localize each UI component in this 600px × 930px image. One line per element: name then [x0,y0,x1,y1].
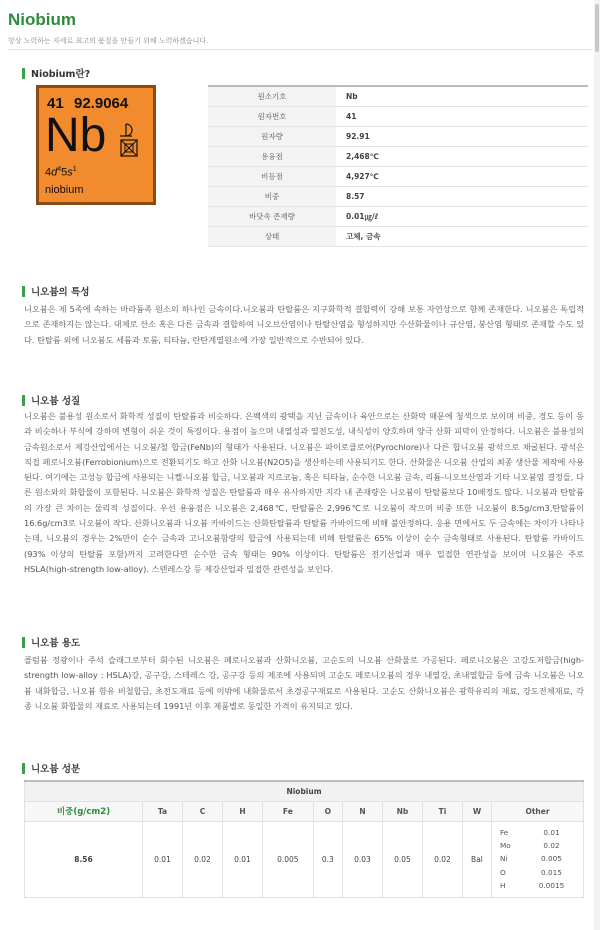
other-value: 0.005 [541,854,562,864]
property-key: 상태 [208,226,336,246]
other-value: 0.0015 [538,880,565,890]
other-value: 0.01 [543,827,560,837]
composition-column-header: W [462,801,491,821]
property-key: 비중 [208,186,336,206]
section-heading-text: 니오븀의 특성 [31,287,90,298]
composition-group-header: Niobium [25,781,584,801]
property-row [208,166,588,186]
heading-bar-icon [22,68,25,79]
characteristics-paragraph: 니오븀은 제 5족에 속하는 바라듐족 원소의 하나인 금속이다.니오븀과 탄탈륨은 지구화학적 결합력이 강해 보통 자연상으로 함께 존재한다. 니오븀은 독립적으로 존재하지는 않는다. 대체로 산소 혹은 다른 금속과 결합하여 니오브산염이나 탄탈산염을 형성하지만 수산화물이나 규산염, 붕산염 형태로 존재할 수도 있다. 탄탈륨 외에 니오븀도 세륨과 토륨, 티타늄, 란탄계열원소에 가장 일반적으로 수반되어 있다. [24,304,584,345]
title-divider [8,49,592,50]
other-value: 0.015 [541,867,562,877]
uses-paragraph: 콜럼븀 정광이나 주석 슬래그로부터 회수된 니오븀은 페로니오븀과 산화니오븀, 고순도의 니오븀 산화물로 가공된다. 페로니오븀은 고강도저합금(high-strength low-alloy : HSLA)강, 공구강, 스테레스 강, 공구강 등의 제조에 사용되며 고순도 페로니오븀의 경우 내열강, 초내열합금 등에 금속 니오븀은 니오븀 내화합금, 니오븀 함유 비철합금, 초전도재료 등에 이밖에 내화물로서 초경공구재료로 사용된다. 고순도 산화니오븀은 광학유리의 재료, 강도전체재료, 각종 니오븀 화합물의 재료로 사용되는데 1991년 이후 제품별로 동일한 가격이 유지되고 있다. [24,655,584,711]
composition-column-header: H [222,801,262,821]
property-row [208,106,588,126]
other-value: 0.02 [543,841,560,851]
composition-column-header: Fe [262,801,313,821]
property-key: 용융점 [208,146,336,166]
other-element: Fe [500,827,509,837]
property-value: 8.57 [336,186,588,206]
property-value: 4,927℃ [336,166,588,186]
property-row [208,126,588,146]
heading-bar-icon [22,395,25,406]
other-element: Ni [500,854,508,864]
section-heading-text: 니오븀 성질 [31,396,81,407]
property-value: 92.91 [336,126,588,146]
composition-cell: 0.03 [342,821,382,897]
property-value: Nb [336,86,588,106]
section-heading-uses [22,635,80,649]
property-key: 비등점 [208,166,336,186]
composition-cell: 0.05 [382,821,422,897]
composition-cell: Bal [462,821,491,897]
property-row [208,186,588,206]
section-heading-properties [22,393,80,407]
property-value: 41 [336,106,588,126]
composition-column-header: N [342,801,382,821]
composition-table [24,780,584,898]
property-key: 원자량 [208,126,336,146]
property-key: 원자번호 [208,106,336,126]
composition-column-header: Nb [382,801,422,821]
element-name: niobium [45,184,84,196]
section-heading-text: Niobium란? [31,69,91,80]
composition-cell: 0.02 [182,821,222,897]
section-heading-text: 니오븀 성분 [31,764,81,775]
section-heading-text: 니오븀 용도 [31,638,81,649]
composition-cell: 0.005 [262,821,313,897]
properties-paragraph: 니오븀은 불용성 원소로서 화학적 성질이 탄탈륨과 비슷하다. 은백색의 광택을 지닌 금속이나 육안으로는 산화막 때문에 청색으로 보이며 비중, 경도 등이 동과 비슷하나 부식에 강하며 변형이 쉬운 것이 특징이다. 용점이 높으며 내열성과 열전도성, 내식성이 양호하며 양극 산화 피막이 안정하다. 니오븀은 불용성의 금속원소로서 제강산업에서는 니오븀/철 합금(FeNb)의 형태가 사용된다. 니오븀은 파이로클로어(Pyrochlore)나 다른 합니오븀 광석으로 채굴된다. 광석은 직접 페로니오븀(Ferrobionium)으로 전환되기도 하고 산화 니오븀(N2O5)을 생산하는데 사용되기도 한다. 산화물은 니오븀 산업의 최종 생산물 제작에 사용된다. 여기에는 고성능 합금에 사용되는 니켈-니오븀 합금, 니오븀과 지르코늄, 혹은 티타늄, 순수한 니오븀 금속, 리튬-니오브산염과 기타 니오븀염 결정들, 다른 원소와의 화합물이 포함된다. 니오븀은 화학적 성질은 탄탈륨과 매우 유사하지만 지각 내 존재량은 니오븀이 탄탈륨보다 10배정도 많다. 니오븀과 탄탈륨의 가장 큰 차이는 물리적 성질이다. 우선 용융점은 니오븀은 2,468℃, 탄탈륨은 2,996℃로 니오븀이 작으며 비중 또한 니오븀이 8.5g/cm3,탄탈륨이 16.6g/cm3로 니오븀이 작다. 산화니오븀과 니오븀 카바이드는 산화탄탈륨과 탄탈륨 카바이드에 비해 불안정하다. 응용 면에서도 두 금속에는 차이가 나타나는데, 니오븀의 경우는 2%만이 순수 금속과 고니오븀함량의 합금에 사용되는데 비해 탄탈륨은 65% 이상이 순수 금속형태로 사용된다. 탄탈륨 카바이드(93% 이상의 탄탈륨 포함)까지 고려한다면 순수한 금속 형태는 90% 이상이다. 탄탈륨은 전기산업과 매우 밀접한 연관성을 보이며 니오븀은 주로 HSLA(high-strength low-alloy). 스텐레스강 등 제강산업과 밀접한 관련성을 보인다. [24,411,584,574]
composition-cell: 8.56 [25,821,143,897]
element-tile [36,85,156,205]
scrollbar-thumb[interactable] [595,4,599,52]
properties-table [208,85,588,247]
property-value: 2,468℃ [336,146,588,166]
scrollbar[interactable] [594,0,600,930]
composition-column-header: C [182,801,222,821]
property-row [208,206,588,226]
solid-state-icon [117,122,143,160]
composition-other-cell [492,821,584,897]
composition-cell: 0.01 [222,821,262,897]
composition-column-header: Ta [143,801,183,821]
property-row [208,226,588,246]
other-element: H [500,880,506,890]
heading-bar-icon [22,763,25,774]
property-key: 바닷속 존재량 [208,206,336,226]
composition-cell: 0.01 [143,821,183,897]
atomic-number: 41 [47,95,64,112]
property-value: 0.01㎍/ℓ [336,206,588,226]
other-element: O [500,867,506,877]
other-element: Mo [500,841,511,851]
section-heading-composition [22,761,80,775]
heading-bar-icon [22,286,25,297]
heading-bar-icon [22,637,25,648]
page-subtitle: 항상 노력하는 자세로 최고의 품질을 만들기 위해 노력하겠습니다. [8,37,209,45]
page-title: Niobium [8,10,76,29]
section-heading-characteristics [22,284,89,298]
property-value: 고체, 금속 [336,226,588,246]
section-heading-intro [22,66,90,80]
property-row [208,146,588,166]
composition-column-header: O [313,801,342,821]
electron-configuration: $4d^45s^1$ [45,166,77,179]
composition-column-header: 비중(g/cm2) [25,801,143,821]
composition-column-header: Other [492,801,584,821]
property-row [208,86,588,106]
composition-cell: 0.02 [422,821,462,897]
atomic-mass: 92.9064 [74,95,129,112]
composition-cell: 0.3 [313,821,342,897]
element-symbol: Nb [45,109,107,162]
property-key: 원소기호 [208,86,336,106]
composition-column-header: Ti [422,801,462,821]
